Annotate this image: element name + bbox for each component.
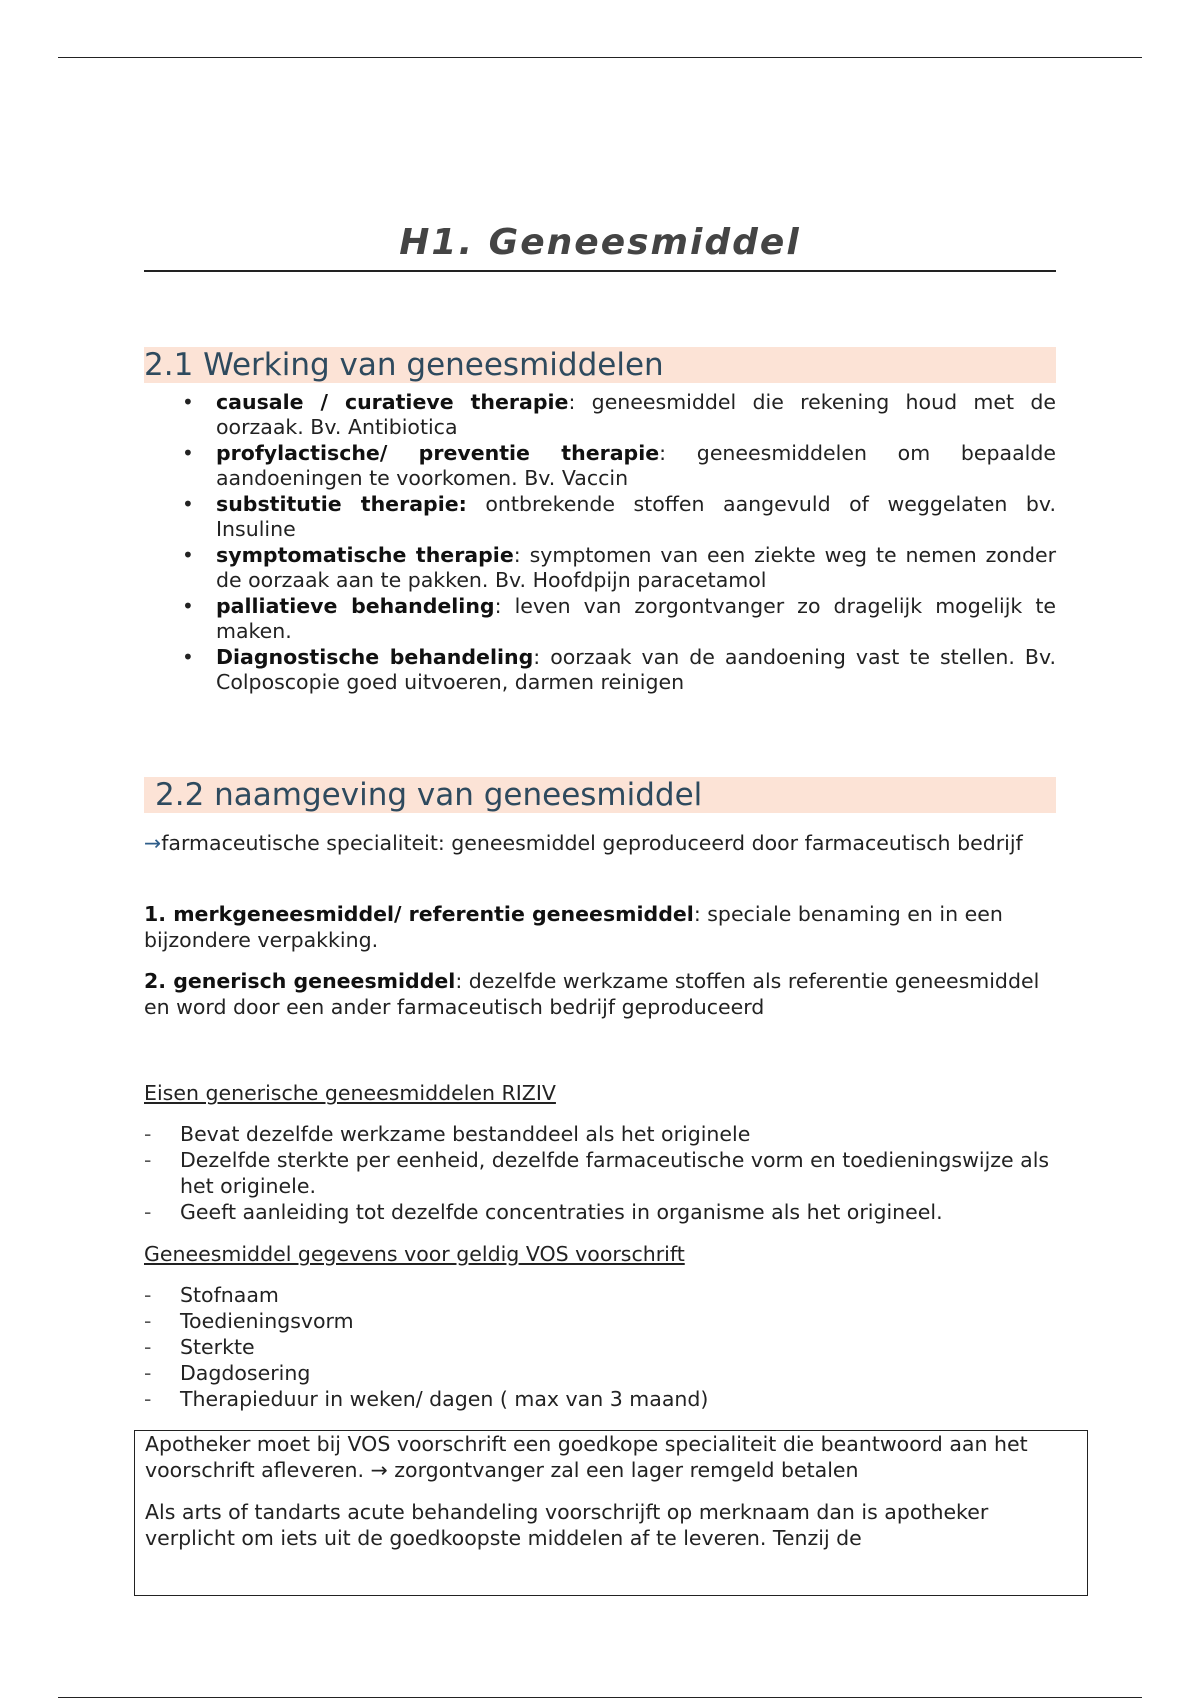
eisen-list [144, 1121, 1056, 1225]
list-item [144, 543, 1056, 593]
bullet-icon: • [182, 441, 194, 465]
dash-icon: - [144, 1361, 152, 1385]
bullet-icon: • [182, 492, 194, 516]
note-paragraph: Als arts of tandarts acute behandeling voorschrijft op merknaam dan is apotheker verplicht om iets uit de goedkoopste middelen af te leveren. Tenzij de [145, 1500, 989, 1550]
section-heading-naamgeving: 2.2 naamgeving van geneesmiddel [144, 777, 1056, 813]
list-item-text: Therapieduur in weken/ dagen ( max van 3 maand) [180, 1387, 709, 1411]
section-heading-werking: 2.1 Werking van geneesmiddelen [144, 347, 1056, 383]
dash-icon: - [144, 1148, 152, 1172]
definition: : speciale benaming en in een bijzondere verpakking. [144, 902, 1003, 952]
term: symptomatische therapie [216, 543, 514, 567]
list-item [144, 1199, 1056, 1225]
definition: ontbrekende stoffen aangevuld of weggelaten bv. Insuline [216, 492, 1056, 541]
generisch-paragraph [144, 968, 1056, 1020]
list-item-text: Dagdosering [180, 1361, 311, 1385]
list-item-text: Toedieningsvorm [180, 1309, 354, 1333]
list-item [144, 1147, 1056, 1199]
term: profylactische/ preventie therapie [216, 441, 660, 465]
term: palliatieve behandeling [216, 594, 495, 618]
list-item [144, 645, 1056, 695]
specialiteit-paragraph [144, 830, 1056, 856]
term: substitutie therapie: [216, 492, 467, 516]
definition: : leven van zorgontvanger zo dragelijk mogelijk te maken. [216, 594, 1056, 643]
title-underline [144, 270, 1056, 272]
definition: : dezelfde werkzame stoffen als referentie geneesmiddel en word door een ander farmaceutisch bedrijf geproduceerd [144, 969, 1040, 1019]
vos-list [144, 1282, 1056, 1412]
dash-icon: - [144, 1309, 152, 1333]
list-item [144, 1121, 1056, 1147]
term: 1. merkgeneesmiddel/ referentie geneesmiddel [144, 902, 694, 926]
bullet-icon: • [182, 543, 194, 567]
list-item [144, 390, 1056, 440]
list-item [144, 1334, 1056, 1360]
list-item-text: Dezelfde sterkte per eenheid, dezelfde farmaceutische vorm en toedieningswijze als het originele. [180, 1148, 1050, 1198]
dash-icon: - [144, 1200, 152, 1224]
page-top-rule [58, 57, 1142, 58]
eisen-heading: Eisen generische geneesmiddelen RIZIV [144, 1081, 556, 1105]
dash-icon: - [144, 1122, 152, 1146]
vos-heading: Geneesmiddel gegevens voor geldig VOS voorschrift [144, 1242, 685, 1266]
list-item-text: Geeft aanleiding tot dezelfde concentraties in organisme als het origineel. [180, 1200, 943, 1224]
list-item [144, 1282, 1056, 1308]
bullet-icon: • [182, 594, 194, 618]
merkgeneesmiddel-paragraph [144, 901, 1056, 953]
apotheker-note-box [134, 1430, 1088, 1596]
list-item-text: Stofnaam [180, 1283, 279, 1307]
definition: : geneesmiddelen om bepaalde aandoeningen te voorkomen. Bv. Vaccin [216, 441, 1056, 490]
term: Diagnostische behandeling [216, 645, 534, 669]
list-item-text: Sterkte [180, 1335, 255, 1359]
bullet-icon: • [182, 390, 194, 414]
list-item [144, 594, 1056, 644]
list-item [144, 441, 1056, 491]
dash-icon: - [144, 1283, 152, 1307]
document-title: H1. Geneesmiddel [399, 222, 801, 263]
list-item [144, 1386, 1056, 1412]
list-item-text: Bevat dezelfde werkzame bestanddeel als het originele [180, 1122, 751, 1146]
list-item [144, 1308, 1056, 1334]
definition: : symptomen van een ziekte weg te nemen zonder de oorzaak aan te pakken. Bv. Hoofdpijn paracetamol [216, 543, 1056, 592]
definition: : geneesmiddel die rekening houd met de oorzaak. Bv. Antibiotica [216, 390, 1057, 439]
definition: : oorzaak van de aandoening vast te stellen. Bv. Colposcopie goed uitvoeren, darmen reinigen [216, 645, 1056, 694]
therapy-list [144, 390, 1056, 696]
arrow-right-icon: → [144, 831, 162, 855]
term: causale / curatieve therapie [216, 390, 569, 414]
term: 2. generisch geneesmiddel [144, 969, 456, 993]
dash-icon: - [144, 1387, 152, 1411]
list-item [144, 1360, 1056, 1386]
bullet-icon: • [182, 645, 194, 669]
specialiteit-text: farmaceutische specialiteit: geneesmiddel geproduceerd door farmaceutisch bedrijf [161, 831, 1023, 855]
page-bottom-rule [58, 1697, 1142, 1698]
dash-icon: - [144, 1335, 152, 1359]
note-paragraph: Apotheker moet bij VOS voorschrift een goedkope specialiteit die beantwoord aan het voorschrift afleveren. → zorgontvanger zal een lager remgeld betalen [145, 1432, 1028, 1482]
list-item [144, 492, 1056, 542]
